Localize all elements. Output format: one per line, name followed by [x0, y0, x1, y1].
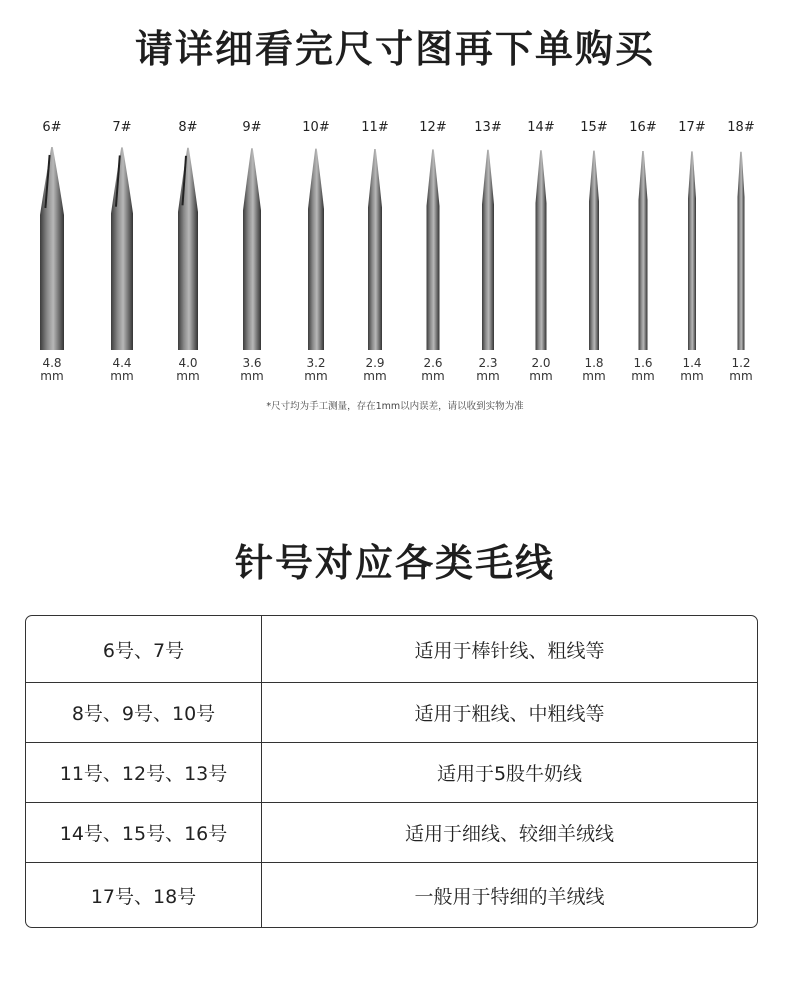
table-row: [26, 742, 757, 802]
needle-diameter: [22, 357, 82, 383]
needle-6: [403, 110, 463, 390]
needle-diameter: [222, 357, 282, 383]
needle-image: [286, 145, 346, 355]
table-row: [26, 682, 757, 742]
needle-image: [222, 145, 282, 355]
needle-sizes-cell: 8号、9号、10号: [26, 683, 262, 742]
diameter-unit: mm: [529, 369, 553, 383]
needle-number: 9#: [242, 120, 262, 135]
yarn-usage-cell: 一般用于特细的羊绒线: [414, 885, 605, 908]
needle-8: [511, 110, 571, 390]
diameter-unit: mm: [729, 369, 753, 383]
diameter-unit: mm: [476, 369, 500, 383]
needle-sizes-cell: 17号、18号: [26, 863, 262, 927]
needle-diameter: [158, 357, 218, 383]
diameter-unit: mm: [421, 369, 445, 383]
measurement-note: *尺寸均为手工测量，存在1mm以内误差，请以收到实物为准: [266, 401, 524, 412]
needle-number: 8#: [178, 120, 198, 135]
needle-12: [711, 110, 771, 390]
diameter-unit: mm: [582, 369, 606, 383]
diameter-value: 3.2: [306, 356, 326, 370]
needle-number: 11#: [361, 120, 389, 135]
needle-image: [92, 145, 152, 355]
needle-1: [92, 110, 152, 390]
diameter-unit: mm: [240, 369, 264, 383]
table-row: [26, 862, 757, 927]
needle-diameter: [403, 357, 463, 383]
yarn-usage-cell: 适用于细线、较细羊绒线: [404, 823, 614, 845]
diameter-value: 1.2: [731, 356, 751, 370]
needle-0: [22, 110, 82, 390]
diameter-value: 1.6: [633, 356, 653, 370]
needle-3: [222, 110, 282, 390]
needle-diameter: [458, 357, 518, 383]
table-row: [26, 616, 757, 682]
diameter-value: 4.4: [112, 356, 132, 370]
needle-image: [22, 145, 82, 355]
diameter-value: 3.6: [242, 356, 262, 370]
needle-number: 13#: [474, 120, 502, 135]
needle-number: 14#: [527, 120, 555, 135]
needle-number: 15#: [580, 120, 608, 135]
needle-image: [403, 145, 463, 355]
needle-2: [158, 110, 218, 390]
diameter-value: 2.6: [423, 356, 443, 370]
needle-5: [345, 110, 405, 390]
needle-image: [345, 145, 405, 355]
needle-diameter: [511, 357, 571, 383]
needle-number: 10#: [302, 120, 330, 135]
diameter-value: 2.0: [531, 356, 551, 370]
yarn-compatibility-table: [25, 615, 758, 928]
needle-image: [158, 145, 218, 355]
needle-number: 6#: [42, 120, 62, 135]
needle-diameter: [345, 357, 405, 383]
yarn-usage-cell: 适用于5股牛奶线: [436, 763, 583, 785]
needle-number: 12#: [419, 120, 447, 135]
needle-sizes-cell: 6号、7号: [26, 616, 262, 682]
needle-diameter: [286, 357, 346, 383]
section-title: 针号对应各类毛线: [234, 541, 555, 585]
diameter-unit: mm: [363, 369, 387, 383]
needle-number: 7#: [112, 120, 132, 135]
yarn-usage-cell: 适用于棒针线、粗线等: [414, 639, 605, 662]
diameter-value: 2.3: [478, 356, 498, 370]
diameter-unit: mm: [304, 369, 328, 383]
diameter-unit: mm: [680, 369, 704, 383]
diameter-value: 2.9: [365, 356, 385, 370]
needle-sizes-cell: 14号、15号、16号: [26, 803, 262, 862]
diameter-unit: mm: [176, 369, 200, 383]
needle-sizes-cell: 11号、12号、13号: [26, 743, 262, 802]
needle-size-chart: [0, 110, 790, 400]
needle-4: [286, 110, 346, 390]
needle-image: [458, 145, 518, 355]
yarn-usage-cell: 适用于粗线、中粗线等: [414, 703, 605, 725]
page-title: 请详细看完尺寸图再下单购买: [134, 27, 655, 71]
needle-diameter: [92, 357, 152, 383]
needle-image: [711, 145, 771, 355]
needle-image: [511, 145, 571, 355]
needle-number: 16#: [629, 120, 657, 135]
needle-diameter: [711, 357, 771, 383]
needle-number: 17#: [678, 120, 706, 135]
diameter-value: 1.8: [584, 356, 604, 370]
table-row: [26, 802, 757, 862]
needle-7: [458, 110, 518, 390]
diameter-value: 4.8: [42, 356, 62, 370]
diameter-unit: mm: [631, 369, 655, 383]
diameter-unit: mm: [110, 369, 134, 383]
diameter-value: 4.0: [178, 356, 198, 370]
diameter-unit: mm: [40, 369, 64, 383]
diameter-value: 1.4: [682, 356, 702, 370]
needle-number: 18#: [727, 120, 755, 135]
